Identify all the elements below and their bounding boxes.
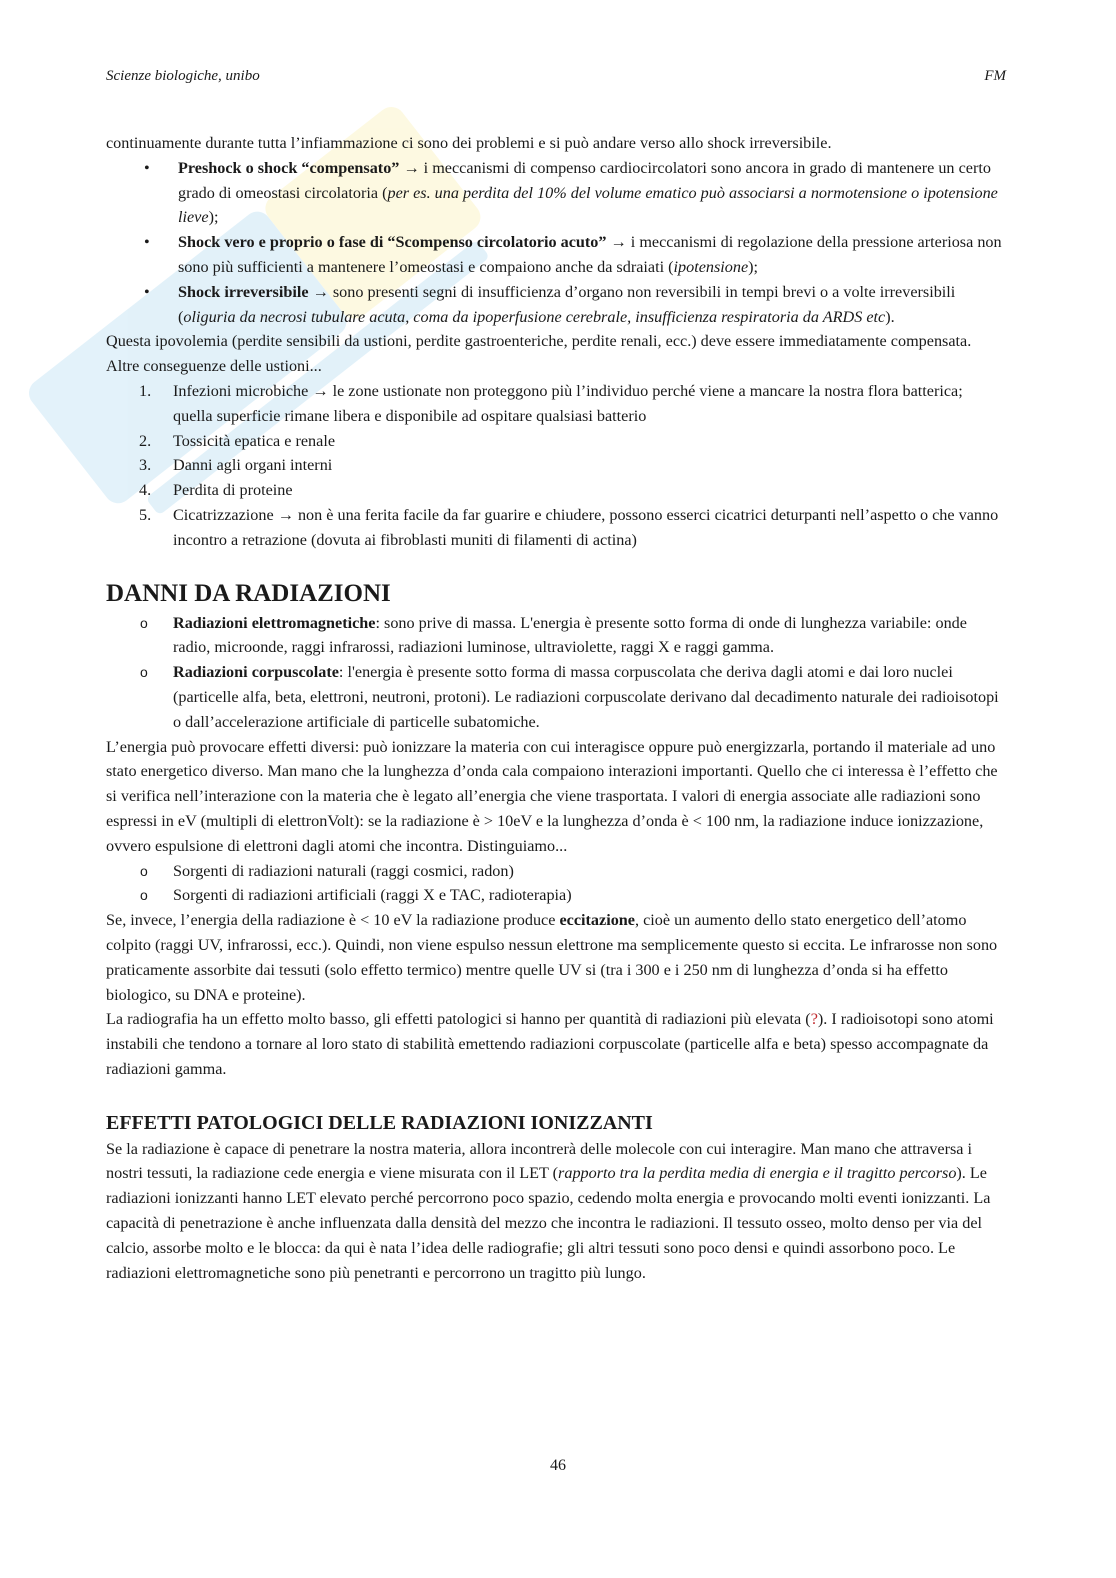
list-item	[106, 660, 1006, 734]
item-term: Shock irreversibile	[178, 282, 309, 301]
item-example: oliguria da necrosi tubulare acuta, coma da ipoperfusione cerebrale, insufficienza respiratoria da ARDS etc	[183, 307, 886, 326]
item-text: Infezioni microbiche → le zone ustionate non proteggono più l’individuo perché viene a mancare la nostra flora batterica; quella superficie rimane libera e disponibile ad ospitare qualsiasi batterio	[173, 381, 963, 425]
list-item	[106, 453, 1006, 478]
list-item	[106, 859, 1006, 884]
bullet-marker: •	[144, 158, 150, 177]
item-example: ipotensione	[673, 257, 749, 276]
circle-marker: o	[140, 887, 148, 904]
bullet-marker: •	[144, 282, 150, 301]
item-text: → i meccanismi di regolazione della pressione arteriosa non sono più sufficienti a mantenere l’omeostasi e compaiono anche da sdraiati (	[178, 233, 1002, 276]
list-item	[106, 503, 1006, 553]
sorgenti-list	[106, 859, 1006, 909]
ipovolemia-paragraph: Questa ipovolemia (perdite sensibili da ustioni, perdite gastroenteriche, perdite renali, ecc.) deve essere immediatamente compensata.	[106, 332, 972, 351]
text-run: Se la radiazione è capace di penetrare la nostra materia, allora incontrerà delle molecole con cui interagire. Man mano che attraversa i nostri tessuti, la radiazione cede energia e viene misurata con il LET (	[106, 1139, 973, 1183]
circle-marker: o	[140, 862, 148, 879]
item-text: Danni agli organi interni	[173, 456, 333, 475]
energia-paragraph: L’energia può provocare effetti diversi: può ionizzare la materia con cui interagisce oppure può energizzarla, portando il materiale ad uno stato energetico diverso. Man mano che la lunghezza d’onda cala compaiono interazioni importanti. Quello che ci interessa è l’effetto che si verifica nell’interazione con la materia che è legato all’energia che viene trasportata. I valori di energia associate alle radiazioni sono espressi in eV (multipli di elettronVolt): se la radiazione è > 10eV e la lunghezza d’onda è < 100 nm, la radiazione induce ionizzazione, ovvero espulsione di elettroni dagli atomi che incontra. Distinguiamo...	[106, 737, 998, 855]
item-text: Sorgenti di radiazioni artificiali (raggi X e TAC, radioterapia)	[173, 886, 572, 905]
intro-paragraph: continuamente durante tutta l’infiammazione ci sono dei problemi e si può andare verso allo shock irreversibile.	[106, 134, 832, 152]
item-end: );	[208, 208, 219, 227]
text-run: ). Le radiazioni ionizzanti hanno LET elevato perché percorrono poco spazio, cedendo molta energia e provocando molti eventi ionizzanti. La capacità di penetrazione è anche influenzata dalla densità del mezzo che incontra le radiazioni. Il tessuto osseo, molto denso per via del calcio, assorbe molto e le blocca: da qui è nata l’idea delle radiografie; gli altri tessuti sono poco densi e quindi assorbono poco. Le radiazioni elettromagnetiche sono più penetranti e percorrono un tragitto più lungo.	[106, 1164, 991, 1282]
list-item	[106, 611, 1006, 661]
text-run: La radiografia ha un effetto molto basso, gli effetti patologici si hanno per quantità di radiazioni più elevata (	[106, 1010, 811, 1029]
item-number: 4.	[139, 481, 152, 500]
item-term: Preshock o shock “compensato”	[178, 158, 400, 177]
page-number: 46	[550, 1457, 566, 1474]
item-text: Tossicità epatica e renale	[173, 431, 336, 450]
let-paragraph	[106, 1137, 1006, 1286]
item-end: );	[748, 257, 759, 276]
section-heading: DANNI DA RADIAZIONI	[106, 579, 391, 607]
text-run: Se, invece, l’energia della radiazione è < 10 eV la radiazione produce	[106, 911, 560, 930]
item-text: Sorgenti di radiazioni naturali (raggi cosmici, radon)	[173, 861, 514, 880]
item-term: Radiazioni elettromagnetiche	[173, 613, 376, 632]
list-item	[106, 883, 1006, 908]
list-item	[106, 280, 1006, 330]
list-item	[106, 156, 1006, 230]
circle-marker: o	[140, 614, 148, 631]
item-number: 5.	[139, 505, 152, 524]
item-term: Radiazioni corpuscolate	[173, 663, 339, 682]
header-author: FM	[984, 68, 1006, 84]
item-example: per es. una perdita del 10% del volume ematico può associarsi a normotensione o ipotensione lieve	[178, 183, 998, 227]
circle-marker: o	[140, 664, 148, 681]
item-end: ).	[885, 307, 895, 326]
subsection-heading: EFFETTI PATOLOGICI DELLE RADIAZIONI IONIZZANTI	[106, 1111, 653, 1134]
text-run: , cioè un aumento dello stato energetico dell’atomo colpito (raggi UV, infrarossi, ecc.). Quindi, non viene espulso nessun elettrone ma semplicemente questo si eccita. Le infrarosse non sono praticamente assorbite dai tessuti (solo effetto termico) mentre quelle UV si (tra i 300 e i 250 nm di lunghezza d’onda si ha effetto biologico, su DNA e proteine).	[106, 911, 998, 1004]
list-item	[106, 230, 1006, 280]
item-text: Perdita di proteine	[173, 481, 293, 500]
item-text: : sono prive di massa. L'energia è presente sotto forma di onde di lunghezza variabile: onde radio, microonde, raggi infrarossi, radiazioni luminose, ultraviolette, raggi X e raggi gamma.	[173, 613, 967, 657]
item-term: Shock vero e proprio o fase di “Scompenso circolatorio acuto”	[178, 233, 607, 252]
question-mark: ?	[810, 1010, 818, 1029]
list-item	[106, 478, 1006, 503]
item-text: Cicatrizzazione → non è una ferita facile da far guarire e chiudere, possono esserci cicatrici deturpanti nell’aspetto o che vanno incontro a retrazione (dovuta ai fibroblasti muniti di filamenti di actina)	[173, 505, 999, 549]
let-definition: rapporto tra la perdita media di energia e il tragitto percorso	[558, 1164, 957, 1183]
item-number: 1.	[139, 381, 152, 400]
list-item	[106, 379, 1006, 429]
item-text: → i meccanismi di compenso cardiocircolatori sono ancora in grado di mantenere un certo grado di omeostasi circolatoria (	[178, 158, 991, 202]
item-text: → sono presenti segni di insufficienza d’organo non reversibili in tempi brevi o a volte irreversibili (	[178, 282, 956, 326]
page-header	[106, 64, 1006, 89]
header-course: Scienze biologiche, unibo	[106, 68, 260, 84]
radiazioni-list	[106, 611, 1006, 735]
bullet-marker: •	[144, 233, 150, 252]
shock-list	[106, 156, 1006, 330]
item-number: 3.	[139, 456, 152, 475]
item-number: 2.	[139, 431, 152, 450]
conseguenze-list	[106, 379, 1006, 553]
page-content	[106, 131, 1006, 1285]
item-text: : l'energia è presente sotto forma di massa corpuscolata che deriva dagli atomi e dai loro nuclei (particelle alfa, beta, elettroni, neutroni, protoni). Le radiazioni corpuscolate derivano dal decadimento naturale dei radioisotopi o dall’accelerazione artificiale di particelle subatomiche.	[173, 663, 999, 731]
radiografia-paragraph	[106, 1007, 1006, 1081]
altre-paragraph: Altre conseguenze delle ustioni...	[106, 357, 322, 376]
text-run: ). I radioisotopi sono atomi instabili che tendono a tornare al loro stato di stabilità emettendo radiazioni corpuscolate (particelle alfa e beta) spesso accompagnate da radiazioni gamma.	[106, 1010, 994, 1078]
eccitazione-paragraph	[106, 908, 1006, 1007]
list-item	[106, 429, 1006, 454]
term-eccitazione: eccitazione	[559, 911, 635, 930]
